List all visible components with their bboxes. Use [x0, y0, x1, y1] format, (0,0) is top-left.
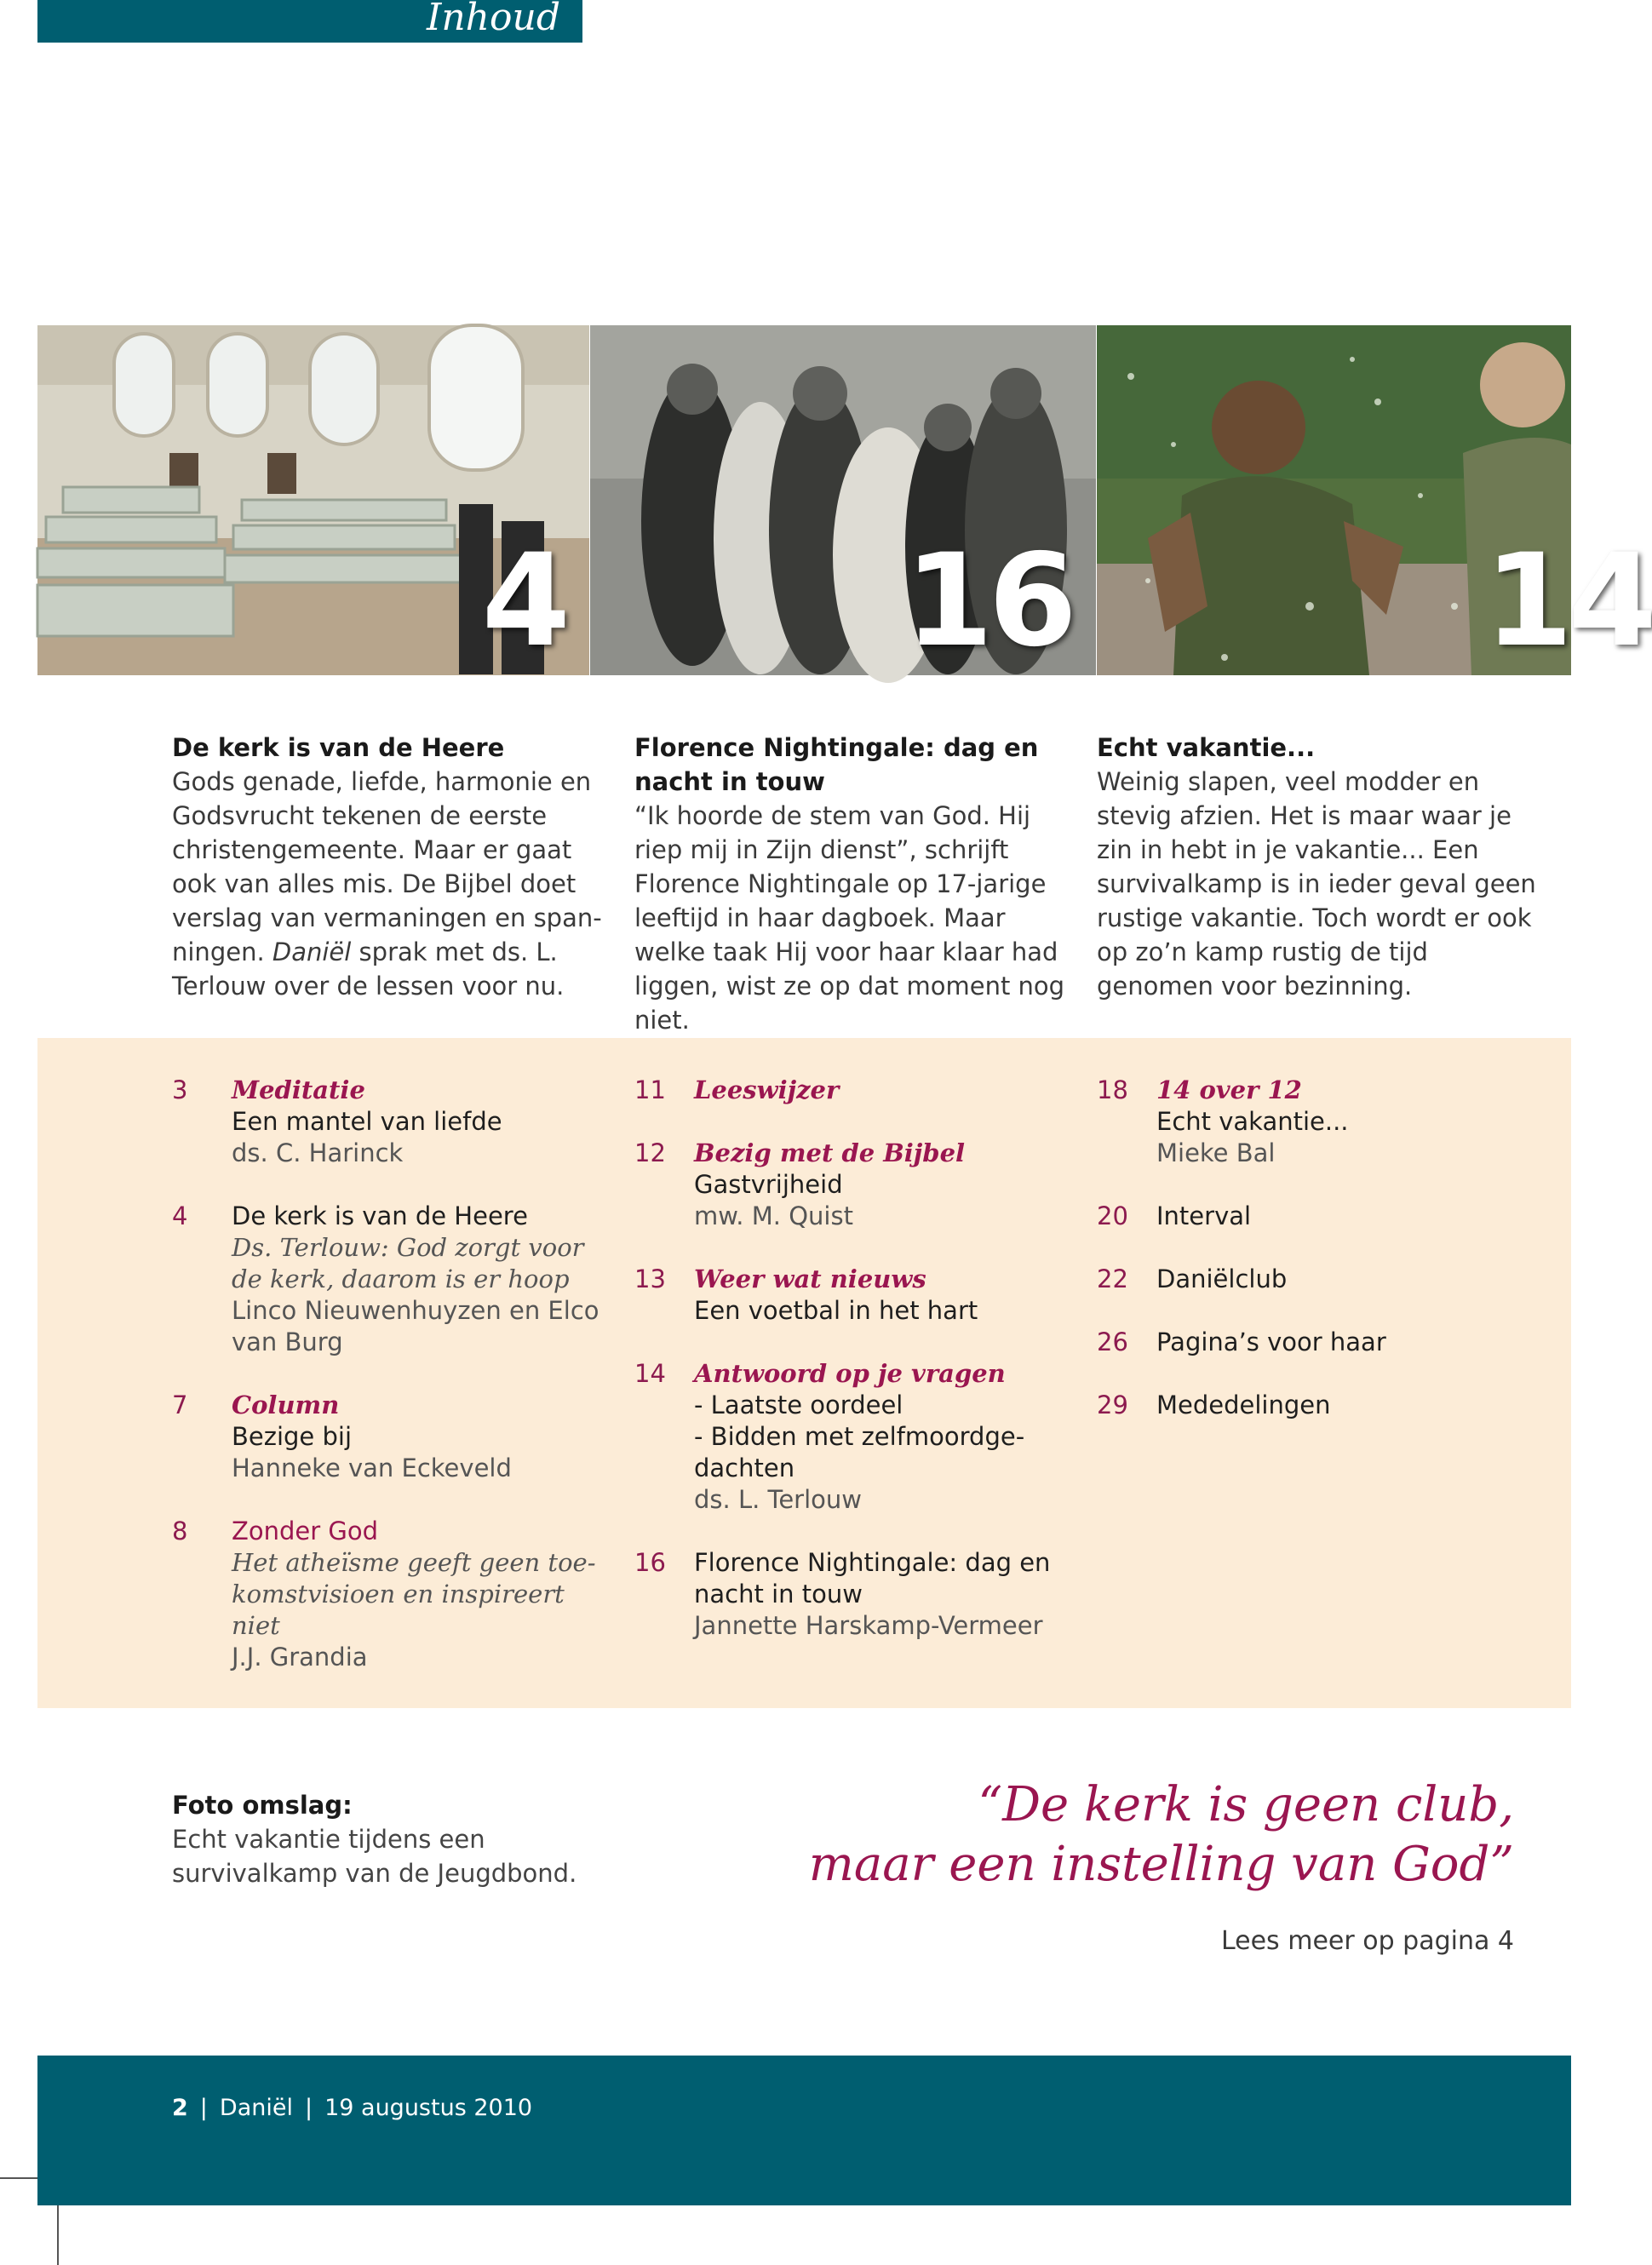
toc-entry[interactable]: [634, 1547, 1077, 1642]
toc-title: Echt vakantie...: [1156, 1107, 1349, 1136]
feature-body-text: Gods genade, liefde, harmonie en Godsvrucht tekenen de eerste christengemeente. Maar er gaat ook van alles mis. De Bijbel doet verslag van vermaningen en span-ningen.: [172, 767, 602, 966]
toc-section: Meditatie: [232, 1075, 365, 1104]
photo-page-number: 16: [904, 527, 1072, 675]
footer-page-number: 2: [172, 2095, 188, 2121]
crop-mark: [57, 2205, 59, 2265]
toc-entry[interactable]: [172, 1516, 615, 1673]
cover-caption-text: Echt vakantie tijdens een survivalkamp van de Jeugdbond.: [172, 1825, 577, 1888]
feature-title: De kerk is van de Heere: [172, 733, 505, 762]
toc-author: Jannette Harskamp-Vermeer: [694, 1611, 1043, 1640]
footer-separator: |: [304, 2095, 313, 2121]
toc-entry[interactable]: [172, 1075, 615, 1169]
toc-entry[interactable]: [634, 1075, 1077, 1106]
toc-title: - Laatste oordeel: [694, 1391, 903, 1419]
toc-page-number: 4: [172, 1201, 188, 1230]
toc-page-number: 26: [1097, 1327, 1128, 1356]
toc-title: Daniëlclub: [1156, 1264, 1288, 1293]
read-more-link[interactable]: Lees meer op pagina 4: [1220, 1926, 1514, 1956]
toc-author: Linco Nieuwenhuyzen en Elco van Burg: [232, 1296, 599, 1356]
toc-column-3: [1097, 1075, 1540, 1453]
toc-author: Hanneke van Eckeveld: [232, 1454, 512, 1482]
feature-body: “Ik hoorde de stem van God. Hij riep mij in Zijn dienst”, schrijft Florence Nightingale op 17-jarige leeftijd in haar dagboek. Maar welke taak Hij voor haar klaar had liggen, wist ze op dat moment nog niet.: [634, 801, 1065, 1035]
crop-mark: [0, 2177, 37, 2179]
toc-entry[interactable]: [634, 1264, 1077, 1327]
toc-title: Pagina’s voor haar: [1156, 1327, 1386, 1356]
toc-subtitle: Het atheïsme geeft geen toe-komstvisioen en inspireert niet: [232, 1548, 596, 1640]
toc-entry[interactable]: [1097, 1327, 1540, 1358]
toc-column-2: [634, 1075, 1077, 1673]
toc-page-number: 7: [172, 1391, 188, 1419]
feature-body: Weinig slapen, veel modder en stevig afzien. Het is maar waar je zin in hebt in je vakantie... Een survivalkamp is in ieder geval geen rustige vakantie. Toch wordt er ook op zo’n kamp rustig de tijd genomen voor bezinning.: [1097, 767, 1536, 1001]
feature-title: Echt vakantie...: [1097, 733, 1316, 762]
toc-title: De kerk is van de Heere: [232, 1201, 528, 1230]
toc-page-number: 22: [1097, 1264, 1128, 1293]
toc-title: Mededelingen: [1156, 1391, 1331, 1419]
toc-section: Column: [232, 1391, 340, 1419]
church-interior-photo: [37, 325, 589, 675]
cover-photo-caption: [172, 1788, 649, 1890]
footer-date: 19 augustus 2010: [324, 2095, 533, 2121]
toc-title: Interval: [1156, 1201, 1252, 1230]
toc-entry[interactable]: [634, 1138, 1077, 1232]
toc-page-number: 16: [634, 1548, 666, 1577]
toc-title: Bezige bij: [232, 1422, 353, 1451]
photo-page-number: 4: [481, 527, 565, 675]
toc-author: ds. C. Harinck: [232, 1138, 404, 1167]
toc-entry[interactable]: [1097, 1264, 1540, 1295]
toc-subtitle: Ds. Terlouw: God zorgt voor de kerk, daarom is er hoop: [232, 1233, 584, 1293]
toc-section: Weer wat nieuws: [694, 1264, 926, 1293]
toc-author: mw. M. Quist: [694, 1201, 853, 1230]
page-title: Inhoud: [426, 0, 560, 39]
feature-body-emphasis: Daniël: [272, 938, 352, 966]
toc-title: Florence Nightingale: dag en nacht in touw: [694, 1548, 1051, 1608]
cover-caption-label: Foto omslag:: [172, 1791, 353, 1820]
toc-page-number: 8: [172, 1517, 188, 1545]
footer-band: [37, 2056, 1571, 2205]
feature-article-nightingale: [634, 731, 1077, 1037]
toc-title: - Bidden met zelfmoordge-dachten: [694, 1422, 1025, 1482]
toc-title: Een voetbal in het hart: [694, 1296, 978, 1325]
footer-magazine-name: Daniël: [219, 2095, 293, 2121]
toc-page-number: 3: [172, 1075, 188, 1104]
header-tab: [37, 0, 582, 43]
toc-section: 14 over 12: [1156, 1075, 1302, 1104]
pull-quote: [748, 1775, 1514, 1895]
toc-entry[interactable]: [1097, 1201, 1540, 1232]
pull-quote-line: “De kerk is geen club,: [978, 1777, 1514, 1832]
feature-article-church: [172, 731, 615, 1003]
feature-body-text: sprak met ds. L. Terlouw over de lessen voor nu.: [172, 938, 565, 1001]
footer-text: [172, 2095, 532, 2121]
survival-camp-photo: [1097, 325, 1652, 675]
toc-column-1: [172, 1075, 615, 1705]
photo-page-number: 14: [1484, 527, 1652, 675]
feature-body: [172, 765, 615, 1003]
toc-page-number: 13: [634, 1264, 666, 1293]
toc-entry[interactable]: [172, 1390, 615, 1484]
toc-page-number: 29: [1097, 1391, 1128, 1419]
toc-author: Mieke Bal: [1156, 1138, 1276, 1167]
toc-page-number: 18: [1097, 1075, 1128, 1104]
toc-entry[interactable]: [634, 1358, 1077, 1516]
toc-page-number: 11: [634, 1075, 666, 1104]
footer-separator: |: [199, 2095, 208, 2121]
florence-nightingale-photo: [590, 325, 1096, 675]
toc-section: Antwoord op je vragen: [694, 1359, 1006, 1388]
toc-section: Bezig met de Bijbel: [694, 1138, 966, 1167]
feature-title: Florence Nightingale: dag en nacht in touw: [634, 733, 1039, 796]
toc-page-number: 12: [634, 1138, 666, 1167]
toc-section: Zonder God: [232, 1517, 379, 1545]
toc-entry[interactable]: [1097, 1390, 1540, 1421]
pull-quote-line: maar een instelling van God”: [808, 1837, 1514, 1892]
toc-page-number: 20: [1097, 1201, 1128, 1230]
toc-page-number: 14: [634, 1359, 666, 1388]
toc-title: Een mantel van liefde: [232, 1107, 502, 1136]
toc-author: J.J. Grandia: [232, 1643, 368, 1672]
toc-author: ds. L. Terlouw: [694, 1485, 862, 1514]
toc-entry[interactable]: [172, 1201, 615, 1358]
toc-title: Gastvrijheid: [694, 1170, 843, 1199]
feature-article-vacation: [1097, 731, 1540, 1003]
toc-entry[interactable]: [1097, 1075, 1540, 1169]
toc-section: Leeswijzer: [694, 1075, 840, 1104]
